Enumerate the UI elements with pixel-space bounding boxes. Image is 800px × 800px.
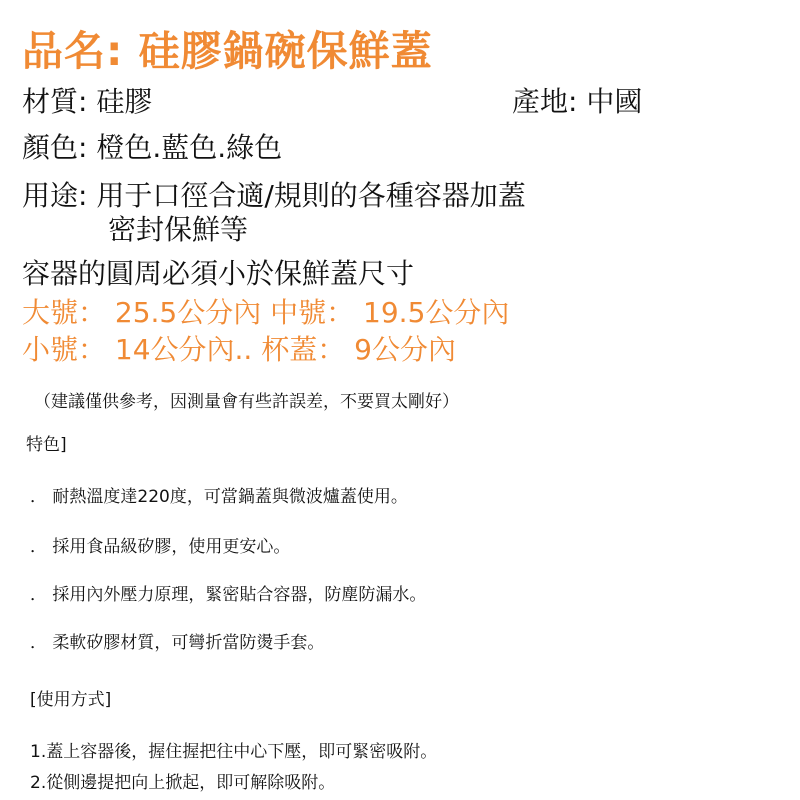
- features-heading: 特色]: [26, 435, 67, 455]
- usage-step: 1.蓋上容器後，握住握把往中心下壓，即可緊密吸附。: [30, 742, 438, 762]
- sizes-line-1: 大號： 25.5公分內 中號： 19.5公分內: [22, 296, 510, 329]
- feature-item: ． 耐熱溫度達220度，可當鍋蓋與微波爐蓋使用。: [30, 487, 408, 507]
- size-note: 容器的圓周必須小於保鮮蓋尺寸: [22, 257, 415, 290]
- usage-step: 2.從側邊提把向上掀起，即可解除吸附。: [30, 773, 336, 793]
- feature-item: ． 柔軟矽膠材質，可彎折當防燙手套。: [30, 633, 325, 653]
- material-line: 材質: 硅膠: [22, 85, 153, 118]
- origin-line: 產地: 中國: [512, 85, 643, 118]
- feature-item: ． 採用內外壓力原理，緊密貼合容器，防塵防漏水。: [30, 585, 427, 605]
- feature-item: ． 採用食品級矽膠，使用更安心。: [30, 537, 291, 557]
- usage-heading: [使用方式]: [30, 690, 112, 710]
- sizes-line-2: 小號： 14公分內.. 杯蓋： 9公分內: [22, 333, 456, 366]
- usage-line-2: 密封保鮮等: [108, 213, 249, 246]
- usage-line-1: 用途: 用于口徑合適/規則的各種容器加蓋: [22, 179, 526, 212]
- advice-note: （建議僅供參考，因測量會有些許誤差，不要買太剛好）: [34, 392, 459, 412]
- colors-line: 顏色: 橙色.藍色.綠色: [22, 131, 283, 164]
- product-title: 品名: 硅膠鍋碗保鮮蓋: [22, 27, 433, 75]
